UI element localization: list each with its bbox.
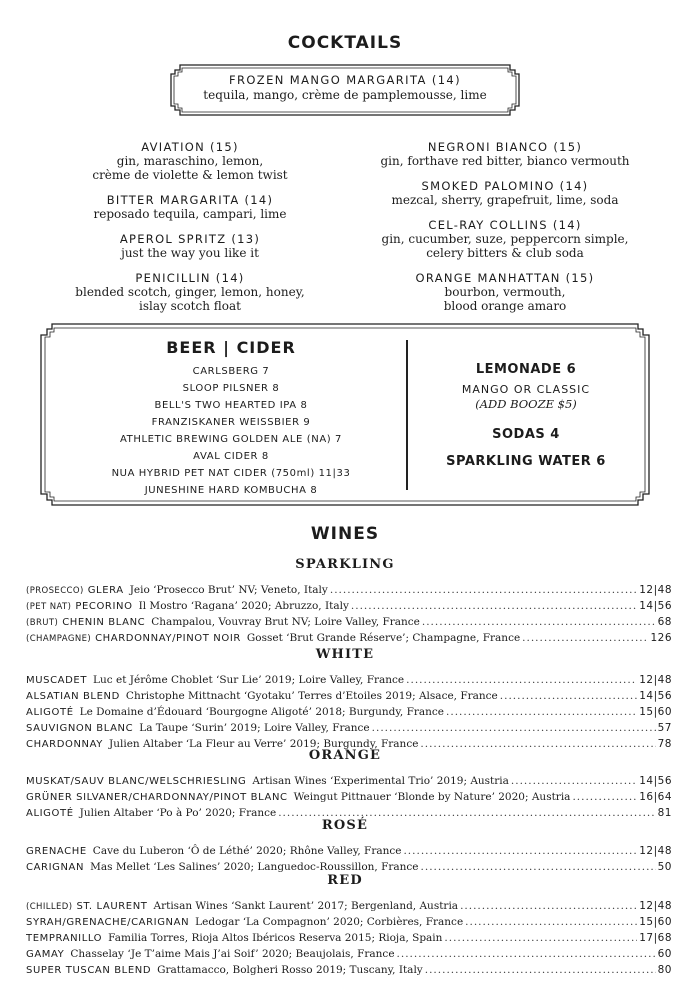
wine-price: 57 bbox=[657, 722, 672, 734]
wine-grape: ALIGOTÉ bbox=[26, 707, 74, 718]
wine-row bbox=[26, 673, 672, 688]
wine-row bbox=[26, 963, 672, 978]
wine-row bbox=[26, 844, 672, 859]
wine-row bbox=[26, 615, 672, 630]
wine-row bbox=[26, 631, 672, 646]
cocktail-item bbox=[40, 271, 340, 313]
wine-description: Artisan Wines ‘Sankt Laurent’ 2017; Bergenland, Austria bbox=[153, 900, 459, 912]
wine-description: Cave du Luberon ‘Ô de Léthé’ 2020; Rhône Valley, France bbox=[92, 845, 402, 857]
cocktail-name: BITTER MARGARITA (14) bbox=[106, 193, 274, 207]
wine-category-title: SPARKLING bbox=[295, 557, 395, 572]
featured-cocktail bbox=[178, 73, 512, 103]
wine-grape: ST. LAURENT bbox=[76, 901, 148, 912]
wine-row bbox=[26, 689, 672, 704]
cocktail-name: APEROL SPRITZ (13) bbox=[119, 232, 261, 246]
cocktail-desc: blood orange amaro bbox=[443, 299, 567, 313]
wine-price: 81 bbox=[657, 807, 672, 819]
wine-row bbox=[26, 599, 672, 614]
vertical-divider bbox=[406, 340, 408, 490]
beer-item: ATHLETIC BREWING GOLDEN ALE (NA) 7 bbox=[119, 434, 343, 445]
wine-style: (CHILLED) bbox=[26, 902, 73, 912]
beer-item: SLOOP PILSNER 8 bbox=[182, 383, 280, 394]
wine-description: Julien Altaber ‘Po à Po’ 2020; France bbox=[79, 807, 277, 819]
cocktail-name: NEGRONI BIANCO (15) bbox=[427, 140, 583, 154]
dot-leader bbox=[403, 844, 637, 859]
cocktail-item bbox=[355, 271, 655, 313]
cocktail-desc: celery bitters & club soda bbox=[426, 246, 584, 260]
cocktail-desc: gin, forthave red bitter, bianco vermouth bbox=[380, 154, 630, 168]
wine-grape: CARIGNAN bbox=[26, 862, 85, 873]
lemonade-note: (ADD BOOZE $5) bbox=[475, 397, 577, 411]
wine-grape: ALSATIAN BLEND bbox=[26, 691, 120, 702]
dot-leader bbox=[511, 774, 637, 789]
cocktail-desc: bourbon, vermouth, bbox=[444, 285, 566, 299]
wine-row bbox=[26, 915, 672, 930]
wine-description: Champalou, Vouvray Brut NV; Loire Valley, France bbox=[151, 616, 420, 628]
cocktail-name: PENICILLIN (14) bbox=[135, 271, 245, 285]
wine-grape: CHENIN BLANC bbox=[62, 617, 146, 628]
cocktail-desc: reposado tequila, campari, lime bbox=[93, 207, 287, 221]
cocktail-desc: gin, maraschino, lemon, bbox=[116, 154, 264, 168]
cocktail-item bbox=[40, 193, 340, 221]
wines-title: WINES bbox=[310, 524, 380, 544]
wine-grape: MUSKAT/SAUV BLANC/WELSCHRIESLING bbox=[26, 776, 247, 787]
beer-item: JUNESHINE HARD KOMBUCHA 8 bbox=[144, 485, 318, 496]
wine-row bbox=[26, 931, 672, 946]
beer-list bbox=[60, 338, 402, 499]
wine-price: 126 bbox=[650, 632, 672, 644]
cocktail-desc: just the way you like it bbox=[121, 246, 259, 260]
dot-leader bbox=[460, 899, 637, 914]
beer-item: FRANZISKANER WEISSBIER 9 bbox=[151, 417, 311, 428]
wine-grape: GRENACHE bbox=[26, 846, 87, 857]
wine-price: 60 bbox=[657, 948, 672, 960]
dot-leader bbox=[500, 689, 637, 704]
dot-leader bbox=[422, 615, 656, 630]
wine-description: Luc et Jérôme Choblet ‘Sur Lie’ 2019; Loire Valley, France bbox=[93, 674, 405, 686]
wine-price: 80 bbox=[657, 964, 672, 976]
beer-item: NUA HYBRID PET NAT CIDER (750ml) 11|33 bbox=[111, 468, 351, 479]
cocktail-item bbox=[355, 140, 655, 168]
wine-grape: CHARDONNAY bbox=[26, 739, 103, 750]
wine-grape: GLERA bbox=[87, 585, 124, 596]
wine-description: Weingut Pittnauer ‘Blonde by Nature’ 2020; Austria bbox=[293, 791, 571, 803]
cocktail-desc: gin, cucumber, suze, peppercorn simple, bbox=[381, 232, 629, 246]
wine-style: (PROSECCO) bbox=[26, 586, 84, 596]
wine-price: 78 bbox=[657, 738, 672, 750]
wine-price: 12|48 bbox=[639, 584, 672, 596]
wine-price: 17|68 bbox=[639, 932, 672, 944]
wine-grape: PECORINO bbox=[75, 601, 133, 612]
cocktails-right-column bbox=[355, 140, 655, 324]
wine-grape: SYRAH/GRENACHE/CARIGNAN bbox=[26, 917, 190, 928]
cocktail-item bbox=[40, 232, 340, 260]
soft-drinks bbox=[412, 362, 640, 469]
wine-grape: GAMAY bbox=[26, 949, 65, 960]
cocktail-desc: islay scotch float bbox=[139, 299, 241, 313]
cocktail-desc: mezcal, sherry, grapefruit, lime, soda bbox=[391, 193, 619, 207]
dot-leader bbox=[372, 721, 656, 736]
wine-price: 14|56 bbox=[639, 690, 672, 702]
wine-category-title: ORANGE bbox=[308, 748, 382, 763]
wine-price: 14|56 bbox=[639, 600, 672, 612]
wine-row bbox=[26, 774, 672, 789]
wine-style: (CHAMPAGNE) bbox=[26, 634, 92, 644]
wine-category-title: WHITE bbox=[315, 647, 375, 662]
wine-description: Chasselay ‘Je T’aime Mais J’ai Soif’ 2020; Beaujolais, France bbox=[70, 948, 395, 960]
dot-leader bbox=[397, 947, 656, 962]
wine-price: 68 bbox=[657, 616, 672, 628]
sodas-label: SODAS 4 bbox=[492, 427, 560, 442]
dot-leader bbox=[351, 599, 637, 614]
wine-description: Ledogar ‘La Compagnon’ 2020; Corbières, France bbox=[195, 916, 464, 928]
wine-price: 12|48 bbox=[639, 674, 672, 686]
lemonade-options: MANGO OR CLASSIC bbox=[461, 383, 591, 396]
wine-description: Il Mostro ‘Ragana’ 2020; Abruzzo, Italy bbox=[138, 600, 349, 612]
wine-price: 12|48 bbox=[639, 900, 672, 912]
wine-row bbox=[26, 947, 672, 962]
cocktail-name: CEL-RAY COLLINS (14) bbox=[428, 218, 582, 232]
wine-description: La Taupe ‘Surin’ 2019; Loire Valley, France bbox=[139, 722, 370, 734]
dot-leader bbox=[446, 705, 637, 720]
lemonade-label: LEMONADE 6 bbox=[475, 362, 577, 377]
wine-row bbox=[26, 583, 672, 598]
dot-leader bbox=[330, 583, 637, 598]
cocktail-item bbox=[355, 179, 655, 207]
wine-description: Gosset ‘Brut Grande Réserve’; Champagne, France bbox=[246, 632, 521, 644]
wine-price: 16|64 bbox=[639, 791, 672, 803]
wine-grape: SAUVIGNON BLANC bbox=[26, 723, 134, 734]
cocktails-left-column bbox=[40, 140, 340, 324]
wine-price: 14|56 bbox=[639, 775, 672, 787]
dot-leader bbox=[572, 790, 637, 805]
featured-name: FROZEN MANGO MARGARITA (14) bbox=[228, 73, 462, 87]
wine-description: Christophe Mittnacht ‘Gyotaku’ Terres d’Etoiles 2019; Alsace, France bbox=[125, 690, 498, 702]
wine-description: Familia Torres, Rioja Altos Ibéricos Reserva 2015; Rioja, Spain bbox=[108, 932, 443, 944]
cocktail-name: ORANGE MANHATTAN (15) bbox=[415, 271, 595, 285]
wine-category-title: RED bbox=[327, 873, 363, 888]
wine-grape: ALIGOTÉ bbox=[26, 808, 74, 819]
wine-description: Julien Altaber ‘La Fleur au Verre’ 2019; Burgundy, France bbox=[109, 738, 419, 750]
wine-grape: TEMPRANILLO bbox=[26, 933, 103, 944]
wine-description: Mas Mellet ‘Les Salines’ 2020; Languedoc-Roussillon, France bbox=[90, 861, 419, 873]
wine-price: 50 bbox=[657, 861, 672, 873]
beer-title: BEER | CIDER bbox=[166, 338, 296, 357]
wine-row bbox=[26, 790, 672, 805]
cocktail-name: SMOKED PALOMINO (14) bbox=[421, 179, 589, 193]
wine-description: Jeio ‘Prosecco Brut’ NV; Veneto, Italy bbox=[129, 584, 328, 596]
wine-row bbox=[26, 721, 672, 736]
sparkling-water-label: SPARKLING WATER 6 bbox=[446, 454, 606, 469]
featured-desc: tequila, mango, crème de pamplemousse, lime bbox=[203, 88, 487, 102]
wine-description: Artisan Wines ‘Experimental Trio’ 2019; Austria bbox=[252, 775, 509, 787]
wine-price: 15|60 bbox=[639, 916, 672, 928]
cocktail-item bbox=[355, 218, 655, 260]
wine-grape: MUSCADET bbox=[26, 675, 88, 686]
wine-price: 15|60 bbox=[639, 706, 672, 718]
wine-grape: CHARDONNAY/PINOT NOIR bbox=[95, 633, 241, 644]
wine-price: 12|48 bbox=[639, 845, 672, 857]
dot-leader bbox=[522, 631, 648, 646]
wine-grape: SUPER TUSCAN BLEND bbox=[26, 965, 152, 976]
dot-leader bbox=[425, 963, 656, 978]
wine-description: Grattamacco, Bolgheri Rosso 2019; Tuscany, Italy bbox=[157, 964, 423, 976]
wine-style: (BRUT) bbox=[26, 618, 59, 628]
dot-leader bbox=[444, 931, 637, 946]
beer-item: CARLSBERG 7 bbox=[192, 366, 270, 377]
cocktail-desc: blended scotch, ginger, lemon, honey, bbox=[75, 285, 305, 299]
cocktail-desc: crème de violette & lemon twist bbox=[92, 168, 288, 182]
wine-style: (PET NAT) bbox=[26, 602, 72, 612]
dot-leader bbox=[465, 915, 637, 930]
wine-description: Le Domaine d’Édouard ‘Bourgogne Aligoté’ 2018; Burgundy, France bbox=[79, 706, 445, 718]
beer-item: BELL'S TWO HEARTED IPA 8 bbox=[154, 400, 308, 411]
wine-row bbox=[26, 899, 672, 914]
cocktail-item bbox=[40, 140, 340, 182]
wine-category-title: ROSÉ bbox=[321, 818, 369, 833]
dot-leader bbox=[406, 673, 637, 688]
wine-row bbox=[26, 705, 672, 720]
cocktail-name: AVIATION (15) bbox=[141, 140, 239, 154]
cocktails-title: COCKTAILS bbox=[287, 33, 403, 53]
wine-grape: GRÜNER SILVANER/CHARDONNAY/PINOT BLANC bbox=[26, 792, 288, 803]
beer-item: AVAL CIDER 8 bbox=[193, 451, 269, 462]
